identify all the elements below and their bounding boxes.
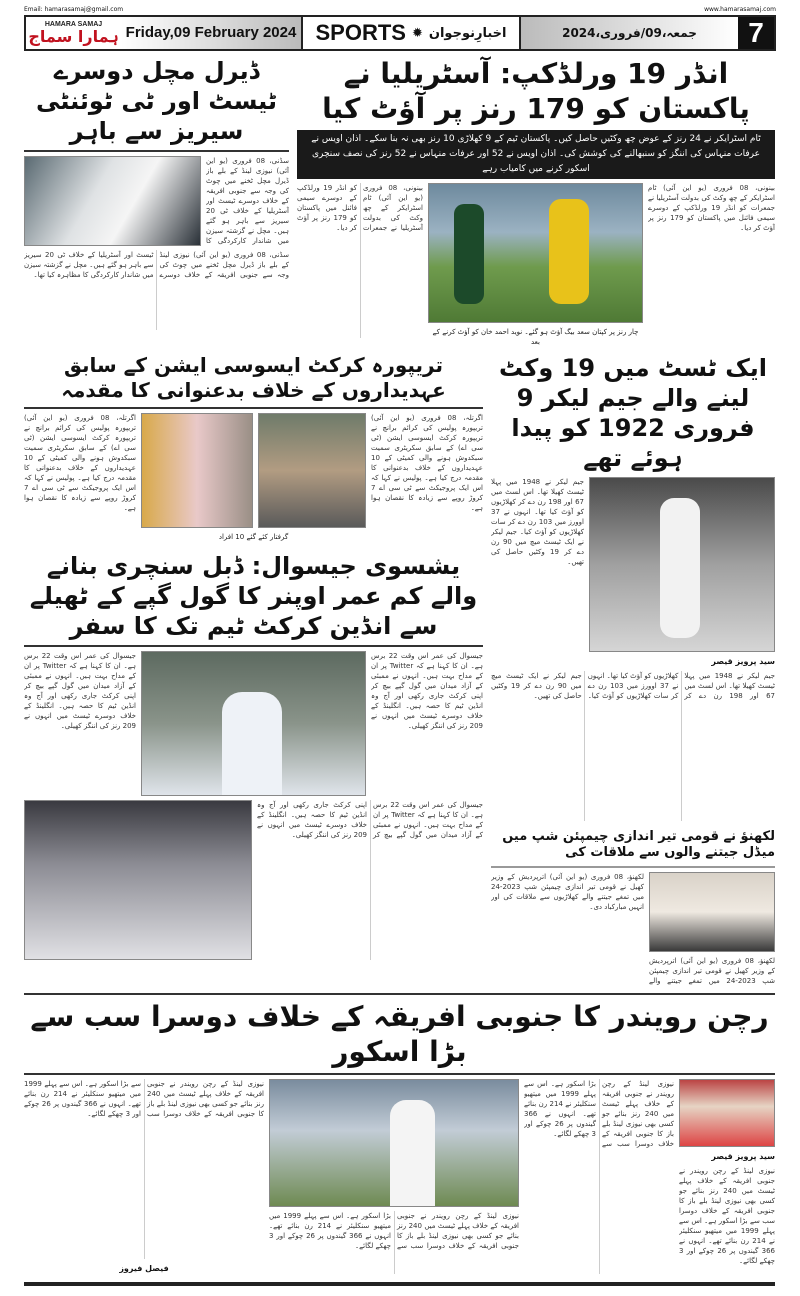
- lucknow-headline: لکھنؤ نے قومی تیر اندازی چیمپئن شپ میں میڈل جیتنے والوں سے ملاقات کی: [502, 829, 775, 861]
- mitchell-body-b: سڈنی، 08 فروری (یو این آئی) نیوزی لینڈ کے بلے باز ڈیرل مچل ٹخنے میں چوٹ کی وجہ سے جنوبی افریقہ کے خلاف دوسرے ٹیسٹ اور آسٹریلیا کے خلاف ٹی 20 سیریز سے باہر ہو گئے ہیں۔ مچل نے گزشتہ سیزن میں شاندار کارکردگی کا مظاہرہ کیا تھا۔: [24, 251, 289, 279]
- date-english: Friday,09 February 2024: [121, 17, 301, 49]
- rachin-body-c: نیوزی لینڈ کے رچن رویندر نے جنوبی افریقہ کے خلاف پہلے ٹیسٹ میں 240 رنز بنائے جو کسی بھی نیوزی لینڈ بلے باز کا جنوبی افریقہ کے خلاف دوسرا سب سے بڑا اسکور ہے۔ اس سے پہلے 1999 میں میتھیو سنکلیئر نے 214 رن بنائے تھے۔ انہوں نے 366 گیندوں پر 26 چوکے اور 3 چھکے لگائے۔: [24, 1079, 264, 1118]
- middle-right: [491, 353, 775, 987]
- jaiswal-body-a: جیسوال کی عمر اس وقت 22 برس ہے۔ ان کا کہنا ہے کہ Twitter پر ان کے مداح بہت ہیں۔ انہوں نے ممبئی کے آزاد میدان میں گول گپے بیچ کر اپنی کرکٹ جاری رکھی اور آج وہ انڈین ٹیم کا حصہ ہیں۔ انگلینڈ کے خلاف دوسرے ٹیسٹ میں انہوں نے 209 رنز کی اننگز کھیلی۔: [24, 652, 136, 730]
- rachin-body-d: نیوزی لینڈ کے رچن رویندر نے جنوبی افریقہ کے خلاف پہلے ٹیسٹ میں 240 رنز بنائے جو کسی بھی نیوزی لینڈ بلے باز کا جنوبی افریقہ کے خلاف دوسرا سب سے بڑا اسکور ہے۔ اس سے پہلے 1999 میں میتھیو سنکلیئر نے 214 رن بنائے تھے۔ انہوں نے 366 گیندوں پر 26 چوکے اور 3 چھکے لگائے۔: [269, 1211, 519, 1250]
- u19-body-a: بینونی، 08 فروری (یو این آئی) ٹام اسٹرایکر کے چھ وکٹ کی بدولت آسٹریلیا نے جمعرات کو انڈر 19 ورلڈکپ کے دوسرے سیمی فائنل میں پاکستان کو 179 رنز پر آؤٹ کر دیا۔: [648, 184, 775, 232]
- team-india-photo: [24, 800, 252, 960]
- lucknow-body-b: لکھنؤ، 08 فروری (یو این آئی) اترپردیش کے وزیر کھیل نے قومی تیر اندازی چیمپئن شپ 2023-24 میں تمغے جیتنے والے: [649, 956, 775, 985]
- u19-body-b: بینونی، 08 فروری (یو این آئی) ٹام اسٹرایکر کے چھ وکٹ کی بدولت آسٹریلیا نے جمعرات کو انڈر 19 ورلڈکپ کے دوسرے سیمی فائنل میں پاکستان کو 179 رنز پر آؤٹ کر دیا۔: [297, 184, 423, 232]
- page-number: 7: [738, 17, 774, 49]
- author-photo: [679, 1079, 775, 1147]
- rachin-body-b: نیوزی لینڈ کے رچن رویندر نے جنوبی افریقہ کے خلاف پہلے ٹیسٹ میں 240 رنز بنائے جو کسی بھی نیوزی لینڈ بلے باز کا جنوبی افریقہ کے خلاف دوسرا سب سے بڑا اسکور ہے۔ اس سے پہلے 1999 میں میتھیو سنکلیئر نے 214 رن بنائے تھے۔ انہوں نے 366 گیندوں پر 26 چوکے اور 3 چھکے لگائے۔: [679, 1166, 775, 1265]
- jim-laker-photo: [589, 477, 775, 652]
- tripura-photo-2: [258, 413, 366, 528]
- u19-deck: ٹام اسٹرایکر نے 24 رنز کے عوض چھ وکٹیں حاصل کیں۔ پاکستان ٹیم کے 9 کھلاڑی 10 رنز بھی نہ بنا سکے۔ اذان اویس نے عرفات منہاس کی اننگز کو سنبھالنے کی کوشش کی۔ اذان اویس نے 52 اور عرفات منہاس نے 52 رنز کی نصف سنچری اسکور کرنے میں کامیاب رہے: [297, 130, 775, 179]
- tripura-body-a: اگرتلہ، 08 فروری (یو این آئی) تریپورہ پولیس کی کرائم برانچ نے تریپورہ کرکٹ ایسوسی ایشن (ٹی سی اے) کے سابق سکریٹری سمیت سبکدوش ہونے والی کمیٹی کے 10 عہدیداروں کے خلاف بدعنوانی کا مقدمہ درج کیا ہے۔ پولیس نے کہا کہ اس ایک پروجیکٹ سے ٹی سی اے 7 کروڑ روپے سے زیادہ کا نقصان ہوا ہے۔: [371, 414, 483, 512]
- section-top: [24, 56, 776, 347]
- u19-story: [297, 56, 775, 347]
- jim-laker-body-a: جیم لیکر نے 1948 میں پہلا ٹیسٹ کھیلا تھا۔ اس لسٹ میں 67 اور 198 رن دے کر کھلاڑیوں کو آؤٹ کیا تھا۔ انہوں نے 37 اوورز میں 103 رن دے کر سات کھلاڑیوں کو آؤٹ کیا۔ جیم لیکر نے ایک ٹیسٹ میچ میں 90 رن دے کر 19 وکٹیں حاصل کی تھیں۔: [491, 478, 584, 566]
- website: www.hamarasamaj.com: [704, 6, 776, 13]
- lucknow-body-a: لکھنؤ، 08 فروری (یو این آئی) اترپردیش کے وزیر کھیل نے قومی تیر اندازی چیمپئن شپ 2023-24 میں تمغے جیتنے والے کھلاڑیوں سے ملاقات کی اور انہیں مبارکباد دی۔: [491, 872, 644, 911]
- rachin-headline: رچن رویندر کا جنوبی افریقہ کے خلاف دوسرا سب سے بڑا اسکور: [30, 999, 769, 1068]
- pakistan-batter: [454, 204, 484, 304]
- tripura-photo-1: [141, 413, 253, 528]
- top-line: [24, 6, 776, 15]
- flower-icon: ✹: [411, 25, 423, 41]
- u19-headline: انڈر 19 ورلڈکپ: آسٹریلیا نے پاکستان کو 179 رنز پر آؤٹ کیا: [322, 57, 750, 125]
- logo-en: HAMARA SAMAJ: [44, 20, 103, 28]
- footer-rule: [24, 1282, 775, 1286]
- date-urdu: جمعہ،09/فروری،2024: [521, 17, 738, 49]
- section-middle: [24, 353, 776, 987]
- mitchell-story: [24, 56, 289, 330]
- jaiswal-body-b: جیسوال کی عمر اس وقت 22 برس ہے۔ ان کا کہنا ہے کہ Twitter پر ان کے مداح بہت ہیں۔ انہوں نے ممبئی کے آزاد میدان میں گول گپے بیچ کر اپنی کرکٹ جاری رکھی اور آج وہ انڈین ٹیم کا حصہ ہیں۔ انگلینڈ کے خلاف دوسرے ٹیسٹ میں انہوں نے 209 رنز کی اننگز کھیلی۔: [371, 652, 483, 730]
- rachin-body-a: نیوزی لینڈ کے رچن رویندر نے جنوبی افریقہ کے خلاف پہلے ٹیسٹ میں 240 رنز بنائے جو کسی بھی نیوزی لینڈ بلے باز کا جنوبی افریقہ کے خلاف دوسرا سب سے بڑا اسکور ہے۔ اس سے پہلے 1999 میں میتھیو سنکلیئر نے 214 رن بنائے تھے۔ انہوں نے 366 گیندوں پر 26 چوکے اور 3 چھکے لگائے۔: [524, 1079, 674, 1148]
- middle-left: [24, 353, 483, 960]
- batter-figure: [222, 692, 282, 795]
- tripura-headline: تریپورہ کرکٹ ایسوسی ایشن کے سابق عہدیداروں کے خلاف بدعنوانی کا مقدمہ: [61, 353, 446, 402]
- u19-match-photo: [428, 183, 643, 323]
- tripura-body-b: اگرتلہ، 08 فروری (یو این آئی) تریپورہ پولیس کی کرائم برانچ نے تریپورہ کرکٹ ایسوسی ایشن (ٹی سی اے) کے سابق سکریٹری سمیت سبکدوش ہونے والی کمیٹی کے 10 عہدیداروں کے خلاف بدعنوانی کا مقدمہ درج کیا ہے۔ پولیس نے کہا کہ اس ایک پروجیکٹ سے ٹی سی اے 7 کروڑ روپے سے زیادہ کا نقصان ہوا ہے۔: [24, 414, 136, 512]
- email: Email: hamarasamaj@gmail.com: [24, 6, 124, 13]
- u19-caption: چار رنز پر کپتان سعد بیگ آؤٹ ہو گئے۔ نوید احمد خان کو آؤٹ کرنے کے بعد: [432, 328, 639, 346]
- lucknow-photo: [649, 872, 775, 952]
- logo: [26, 17, 121, 49]
- mitchell-body-a: سڈنی، 08 فروری (یو این آئی) نیوزی لینڈ کے بلے باز ڈیرل مچل ٹخنے میں چوٹ کی وجہ سے جنوبی افریقہ کے خلاف دوسرے ٹیسٹ اور آسٹریلیا کے خلاف ٹی 20 سیریز سے باہر ہو گئے ہیں۔ مچل نے گزشتہ سیزن میں شاندار کارکردگی کا: [206, 157, 289, 245]
- australia-bowler: [549, 199, 589, 304]
- jaiswal-photo: [141, 651, 366, 796]
- rachin-photo: [269, 1079, 519, 1207]
- tripura-caption: گرفتار کئے گئے 10 افراد: [218, 533, 289, 541]
- section-bottom: [24, 993, 775, 1276]
- mitchell-photo: [24, 156, 201, 246]
- section-en: SPORTS: [315, 20, 406, 45]
- section-title: [301, 17, 521, 49]
- jaiswal-body-c: جیسوال کی عمر اس وقت 22 برس ہے۔ ان کا کہنا ہے کہ Twitter پر ان کے مداح بہت ہیں۔ انہوں نے ممبئی کے آزاد میدان میں گول گپے بیچ کر اپنی کرکٹ جاری رکھی اور آج وہ انڈین ٹیم کا حصہ ہیں۔ انگلینڈ کے خلاف دوسرے ٹیسٹ میں انہوں نے 209 رنز کی اننگز کھیلی۔: [257, 801, 483, 839]
- rachin-signoff: فیصل فیروز: [119, 1263, 169, 1273]
- jim-laker-headline: ایک ٹسٹ میں 19 وکٹ لینے والے جیم لیکر 9 فروری 1922 کو پیدا ہوئے تھے: [498, 354, 768, 472]
- jaiswal-headline: یشسوی جیسوال: ڈبل سنچری بنانے والے کم عمر اوپنر کا گول گپے کے ٹھیلے سے انڈین کرکٹ ٹیم تک کا سفر: [29, 552, 478, 640]
- logo-ur: ہمارا سماج: [28, 26, 119, 46]
- section-ur: اخبارِنوجوان: [428, 25, 507, 41]
- jim-laker-body-b: جیم لیکر نے 1948 میں پہلا ٹیسٹ کھیلا تھا۔ اس لسٹ میں 67 اور 198 رن دے کر کھلاڑیوں کو آؤٹ کیا تھا۔ انہوں نے 37 اوورز میں 103 رن دے کر سات کھلاڑیوں کو آؤٹ کیا۔ جیم لیکر نے ایک ٹیسٹ میچ میں 90 رن دے کر 19 وکٹیں حاصل کی تھیں۔: [491, 672, 775, 700]
- mitchell-headline: ڈیرل مچل دوسرے ٹیسٹ اور ٹی ٹوئنٹی سیریز سے باہر: [36, 57, 277, 145]
- jim-byline: سید پرویز قیصر: [711, 657, 775, 666]
- batter-figure: [390, 1100, 435, 1206]
- bowler-figure: [660, 498, 700, 638]
- masthead: [24, 15, 776, 51]
- rachin-byline: سید پرویز قیصر: [711, 1151, 775, 1161]
